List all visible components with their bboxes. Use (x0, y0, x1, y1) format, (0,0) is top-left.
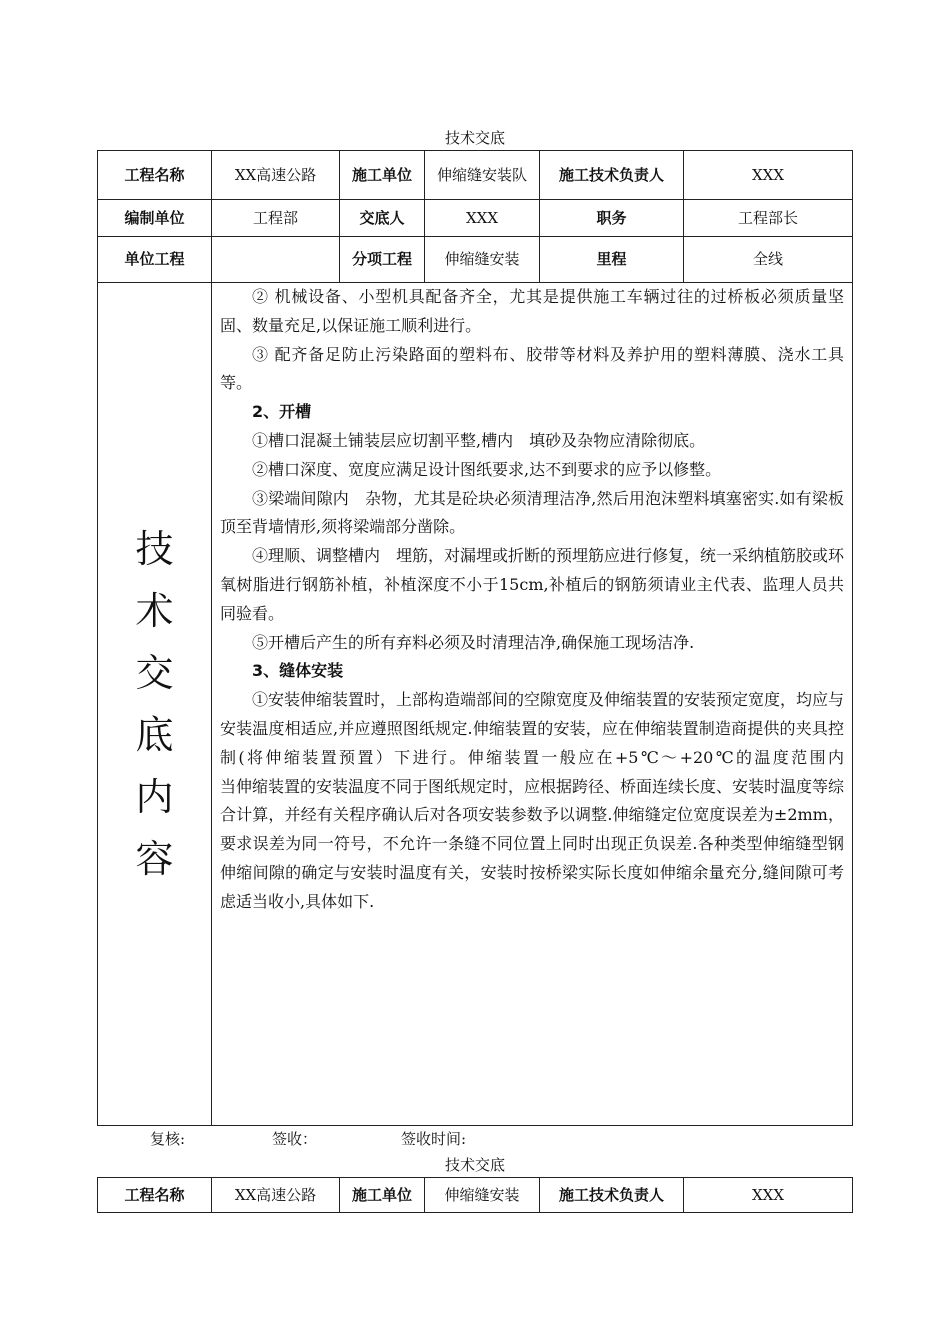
contractor-label: 施工单位 (340, 151, 425, 200)
contractor-value: 伸缩缝安装队 (425, 151, 540, 200)
sign-time-label: 签收时间: (401, 1130, 467, 1148)
position-label: 职务 (540, 200, 684, 237)
content-body (212, 283, 909, 1126)
content-label-char: 术 (135, 589, 174, 633)
sub-project-value: 伸缩缝安装 (425, 237, 540, 283)
unit-project-value (212, 237, 340, 283)
unit-project-label: 单位工程 (98, 237, 212, 283)
sub-project-label: 分项工程 (340, 237, 425, 283)
content-paragraph: ② 机械设备、小型机具配备齐全，尤其是提供施工车辆过往的过桥板必须质量坚固、数量充足,以保证施工顺利进行。 (220, 287, 844, 335)
content-label-char: 容 (135, 837, 174, 881)
section-heading: 3、缝体安装 (252, 661, 344, 681)
handover-table-page2 (97, 1177, 853, 1213)
content-paragraph: ②槽口深度、宽度应满足设计图纸要求,达不到要求的应予以修整。 (252, 459, 722, 479)
section-heading: 2、开槽 (252, 402, 312, 422)
table-row (98, 237, 853, 283)
page-title: 技术交底 (444, 129, 505, 147)
table-row (98, 151, 853, 200)
content-paragraph: ⑤开槽后产生的所有弃料必须及时清理洁净,确保施工现场洁净. (252, 632, 695, 652)
content-label-char: 技 (135, 527, 174, 571)
compiler-value: 工程部 (212, 200, 340, 237)
project-name-value: XX高速公路 (212, 151, 340, 200)
project-name-label: 工程名称 (98, 1178, 212, 1213)
content-label-char: 交 (135, 651, 174, 695)
contractor-value: 伸缩缝安装 (425, 1178, 540, 1213)
tech-lead-label: 施工技术负责人 (540, 151, 684, 200)
table-row (98, 200, 853, 237)
handover-table (97, 150, 909, 1126)
content-paragraph: ①安装伸缩装置时，上部构造端部间的空隙宽度及伸缩装置的安装预定宽度，均应与安装温度相适应,并应遵照图纸规定.伸缩装置的安装，应在伸缩装置制造商提供的夹具控制(将伸缩装置预置）下进行。伸缩装置一般应在+5℃～+20℃的温度范围内 当伸缩装置的安装温度不同于图纸规定时，应根据跨径、桥面连续长度、安装时温度等综合计算，并经有关程序确认后对各项安装参数予以调整.伸缩缝定位宽度误差为±2mm，要求误差为同一符号，不允许一条缝不同位置上同时出现正负误差.各种类型伸缩缝型钢伸缩间隙的确定与安装时温度有关，安装时按桥梁实际长度如伸缩余量充分,缝间隙可考虑适当收小,具体如下. (220, 690, 909, 911)
content-paragraph: ③ 配齐备足防止污染路面的塑料布、胶带等材料及养护用的塑料薄膜、浇水工具等。 (220, 344, 844, 393)
review-label: 复核: (150, 1130, 186, 1148)
handover-person-value: XXX (425, 200, 540, 237)
content-paragraph: ③梁端间隙内 杂物，尤其是砼块必须清理洁净,然后用泡沫塑料填塞密实.如有梁板顶至背墙情形,须将梁端部分凿除。 (220, 488, 844, 537)
tech-lead-label: 施工技术负责人 (540, 1178, 684, 1213)
content-label-char: 底 (135, 713, 174, 757)
tech-lead-value: XXX (684, 1178, 853, 1213)
position-value: 工程部长 (684, 200, 853, 237)
table-row (98, 1178, 853, 1213)
content-paragraph: ④理顺、调整槽内 埋筋，对漏埋或折断的预埋筋应进行修复，统一采纳植筋胶或环氧树脂进行钢筋补植，补植深度不小于15cm,补植后的钢筋须请业主代表、监理人员共同验看。 (220, 546, 845, 623)
page2-title: 技术交底 (444, 1156, 505, 1174)
contractor-label: 施工单位 (340, 1178, 425, 1213)
handover-person-label: 交底人 (340, 200, 425, 237)
table-row (98, 283, 853, 1126)
mileage-value: 全线 (684, 237, 853, 283)
content-label-char: 内 (135, 775, 174, 819)
sign-label: 签收： (272, 1130, 318, 1148)
compiler-label: 编制单位 (98, 200, 212, 237)
content-paragraph: ①槽口混凝土铺装层应切割平整,槽内 填砂及杂物应清除彻底。 (252, 430, 706, 450)
tech-lead-value: XXX (684, 151, 853, 200)
mileage-label: 里程 (540, 237, 684, 283)
project-name-value: XX高速公路 (212, 1178, 340, 1213)
project-name-label: 工程名称 (98, 151, 212, 200)
content-label (98, 283, 212, 1126)
